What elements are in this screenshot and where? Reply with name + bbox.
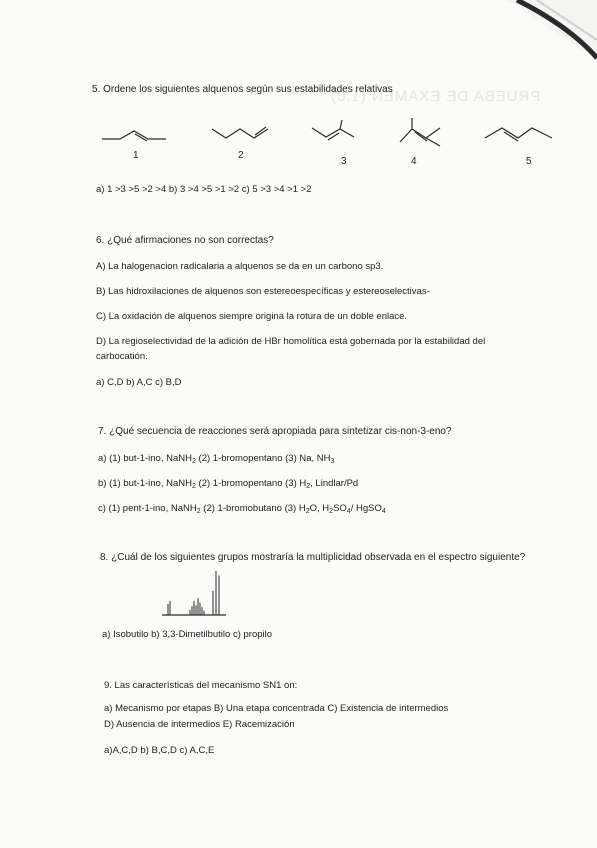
bleed-through-text: PRUEBA DE EXAMEN (1.0): [330, 88, 541, 105]
q6-statement-d-cont: carbocatión.: [96, 351, 148, 362]
q6-options: a) C,D b) A,C c) B,D: [96, 377, 182, 388]
alkene-label-5: 5: [526, 156, 532, 167]
alkene-label-1: 1: [133, 150, 139, 161]
folded-corner: [507, 0, 597, 60]
q6-statement-b: B) Las hidroxilaciones de alquenos son estereoespecíficas y estereoselectivas-: [96, 286, 430, 297]
q9-line-1: a) Mecanismo por etapas B) Una etapa concentrada C) Existencia de intermedios: [104, 703, 449, 714]
q8-options: a) Isobutilo b) 3,3-Dimetilbutilo c) propilo: [102, 629, 273, 640]
q9-line-2: D) Ausencia de intermedios E) Racemización: [104, 719, 295, 730]
alkene-structures: [100, 118, 560, 168]
q9-options: a)A,C,D b) B,C,D c) A,C,E: [104, 745, 215, 756]
q6-question: 6. ¿Qué afirmaciones no son correctas?: [96, 235, 274, 246]
q5-question: 5. Ordene los siguientes alquenos según sus estabilidades relativas: [92, 84, 393, 95]
q5-options: a) 1 >3 >5 >2 >4 b) 3 >4 >5 >1 >2 c) 5 >3 >4 >1 >2: [96, 184, 312, 195]
q8-question: 8. ¿Cuál de los siguientes grupos mostraría la multiplicidad observada en el espectro siguiente?: [100, 552, 526, 563]
nmr-spectrum: [160, 568, 230, 618]
q7-option-a: a) (1) but-1-ino, NaNH$_2$ (2) 1-bromopentano (3) Na, $NH_3$: [98, 453, 335, 465]
q6-statement-c: C) La oxidación de alquenos siempre origina la rotura de un doble enlace.: [96, 311, 408, 322]
q7-question: 7. ¿Qué secuencia de reacciones será apropiada para sintetizar cis-non-3-eno?: [98, 426, 452, 437]
alkene-label-3: 3: [341, 156, 347, 167]
q6-statement-d: D) La regioselectividad de la adición de HBr homolítica está gobernada por la estabilidad del: [96, 336, 486, 347]
q9-question: 9. Las características del mecanismo SN1 on:: [104, 680, 298, 691]
q6-statement-a: A) La halogenacion radicalaria a alquenos se da en un carbono sp3.: [96, 261, 384, 272]
q7-option-b: b) (1) but-1-ino, NaNH$_2$ (2) 1-bromopentano (3) $H_2$, Lindlar/Pd: [98, 478, 359, 490]
alkene-label-2: 2: [238, 150, 244, 161]
alkene-label-4: 4: [411, 156, 417, 167]
q7-option-c: c) (1) pent-1-ino, NaNH$_2$ (2) 1-bromobutano (3) $H_2O$, $H_2SO_4/$ HgSO$_4$: [98, 503, 386, 515]
